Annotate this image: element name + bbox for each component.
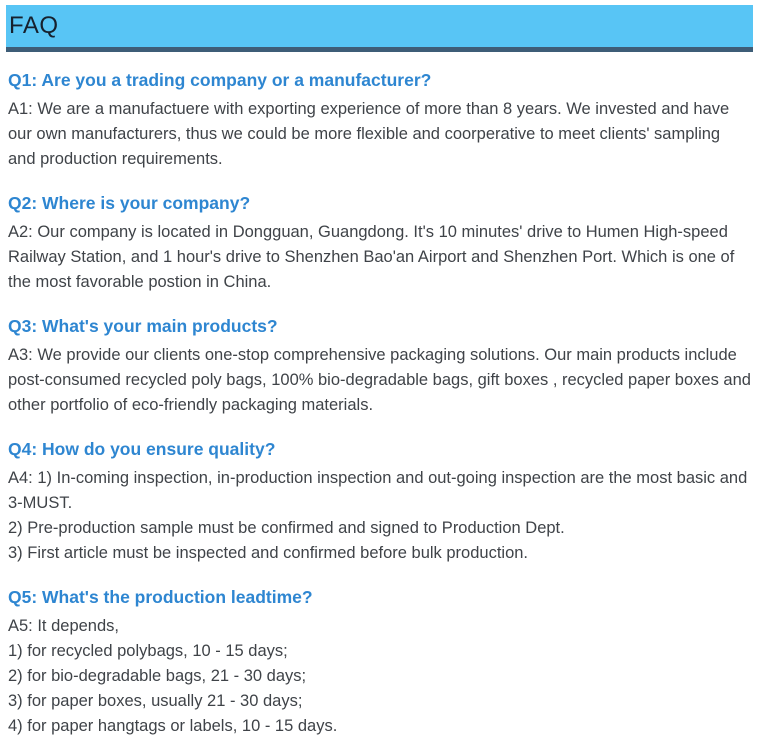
answer-block [8,466,751,566]
answer-block [8,97,751,172]
answer-line: 2) Pre-production sample must be confirmed and signed to Production Dept. [8,519,565,537]
answer-line: A4: 1) In-coming inspection, in-production inspection and out-going inspection are the most basic and 3-MUST. [8,469,748,512]
faq-content [0,52,765,739]
question-heading: Q4: How do you ensure quality? [8,439,276,459]
answer-block [8,614,751,739]
question-heading: Q3: What's your main products? [8,316,278,336]
answer-line: 2) for bio-degradable bags, 21 - 30 days; [8,667,307,685]
answer-line: A5: It depends, [8,617,119,635]
answer-line: 4) for paper hangtags or labels, 10 - 15 days. [8,717,338,735]
faq-section-q3 [8,317,751,418]
faq-section-q1 [8,71,751,172]
answer-line: 3) First article must be inspected and confirmed before bulk production. [8,544,529,562]
answer-block [8,220,751,295]
faq-section-q2 [8,194,751,295]
answer-paragraph: A2: Our company is located in Dongguan, Guangdong. It's 10 minutes' drive to Humen High-speed Railway Station, and 1 hour's drive to Shenzhen Bao'an Airport and Shenzhen Port. Which is one of the most favorable postion in China. [8,223,735,291]
answer-paragraph: A3: We provide our clients one-stop comprehensive packaging solutions. Our main products include post-consumed recycled poly bags, 100% bio-degradable bags, gift boxes , recycled paper boxes and other portfolio of eco-friendly packaging materials. [8,346,751,414]
faq-header-bar [6,5,753,52]
answer-line: 3) for paper boxes, usually 21 - 30 days; [8,692,303,710]
question-heading: Q1: Are you a trading company or a manufacturer? [8,70,432,90]
question-heading: Q2: Where is your company? [8,193,251,213]
question-heading: Q5: What's the production leadtime? [8,587,313,607]
answer-block [8,343,751,418]
answer-line: 1) for recycled polybags, 10 - 15 days; [8,642,288,660]
answer-paragraph: A1: We are a manufactuere with exporting experience of more than 8 years. We invested and have our own manufacturers, thus we could be more flexible and coorperative to meet clients' sampling and production requirements. [8,100,730,168]
faq-section-q5 [8,588,751,739]
faq-section-q4 [8,440,751,566]
page-title: FAQ [9,12,59,39]
